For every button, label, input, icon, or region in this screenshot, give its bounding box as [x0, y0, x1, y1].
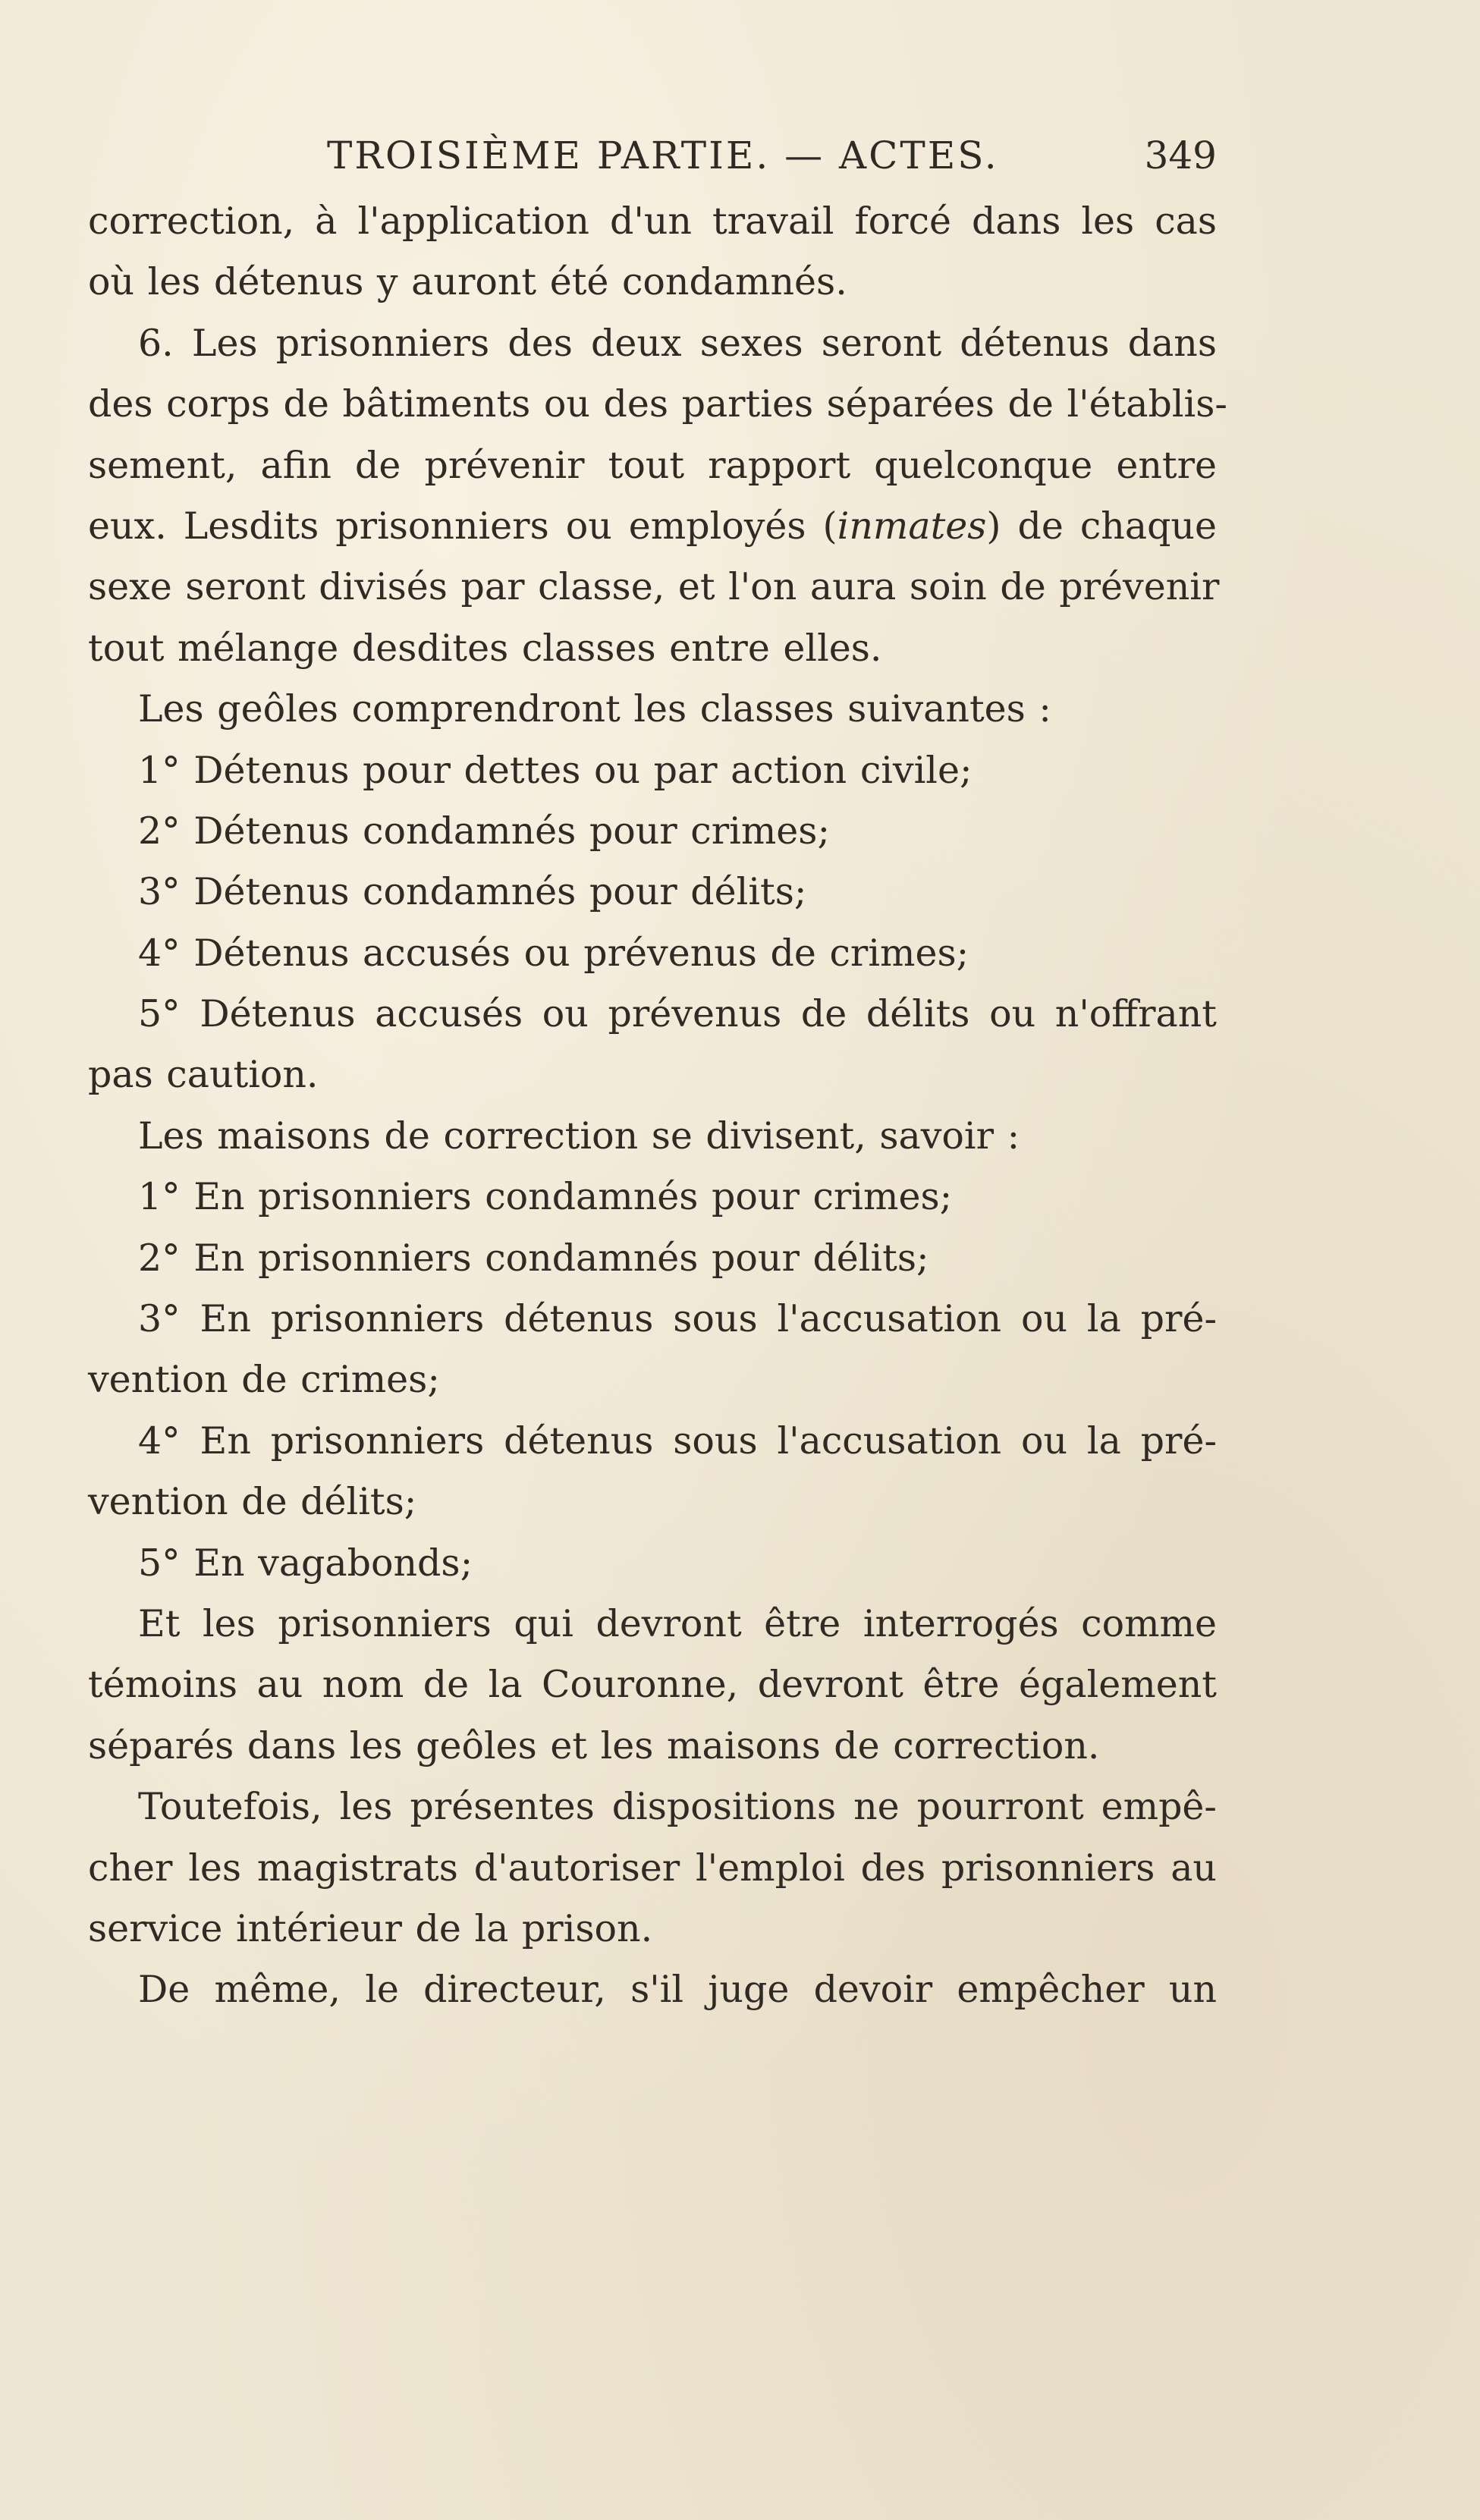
- text-line: [88, 1899, 1217, 1959]
- text-line: [88, 1533, 1217, 1594]
- text-segment: Et les prisonniers qui devront être interrogés comme: [138, 1601, 1217, 1645]
- text-line: [88, 313, 1217, 374]
- text-line: [88, 1411, 1217, 1472]
- text-segment: De même, le directeur, s'il juge devoir empêcher un: [138, 1968, 1217, 2012]
- text-line: [88, 1167, 1217, 1227]
- text-segment: vention de délits;: [88, 1480, 417, 1524]
- text-line: [88, 984, 1217, 1045]
- text-segment: séparés dans les geôles et les maisons de correction.: [88, 1723, 1100, 1767]
- text-segment: 6. Les prisonniers des deux sexes seront détenus dans: [138, 321, 1217, 365]
- text-line: [88, 923, 1217, 984]
- text-segment: eux. Lesdits prisonniers ou employés (: [88, 504, 837, 548]
- text-line: [88, 557, 1220, 617]
- text-segment: tout mélange desdites classes entre elles.: [88, 626, 882, 670]
- text-line: [88, 740, 1217, 801]
- text-segment: 5° Détenus accusés ou prévenus de délits ou n'offrant: [138, 992, 1217, 1036]
- text-line: [88, 1106, 1217, 1167]
- text-segment: ) de chaque: [986, 504, 1217, 548]
- running-title: TROISIÈME PARTIE. — ACTES.: [327, 134, 999, 178]
- text-segment: 4° En prisonniers détenus sous l'accusation ou la pré-: [138, 1419, 1217, 1463]
- text-line: [88, 435, 1217, 496]
- text-line: [88, 1472, 1217, 1532]
- text-segment: Les geôles comprendront les classes suivantes :: [138, 687, 1051, 731]
- text-segment: 3° En prisonniers détenus sous l'accusation ou la pré-: [138, 1297, 1217, 1341]
- text-line: [88, 1228, 1217, 1289]
- text-segment: 1° En prisonniers condamnés pour crimes;: [138, 1175, 953, 1219]
- text-segment: vention de crimes;: [88, 1358, 440, 1402]
- text-line: [88, 191, 1217, 252]
- text-line: [88, 1959, 1217, 2020]
- page-number: 349: [1144, 134, 1217, 178]
- text-segment: service intérieur de la prison.: [88, 1906, 653, 1950]
- text-line: [88, 1654, 1217, 1715]
- text-segment: des corps de bâtiments ou des parties séparées de l'établis-: [88, 382, 1227, 426]
- text-segment: témoins au nom de la Couronne, devront être également: [88, 1663, 1217, 1707]
- text-line: [88, 1350, 1217, 1410]
- text-line: [88, 496, 1217, 557]
- text-line: [88, 862, 1217, 922]
- text-line: [88, 1716, 1217, 1777]
- text-line: [88, 1289, 1217, 1350]
- text-line: [88, 1594, 1217, 1654]
- text-segment: correction, à l'application d'un travail forcé dans les cas: [88, 200, 1217, 243]
- text-segment: Les maisons de correction se divisent, savoir :: [138, 1114, 1020, 1158]
- text-line: [88, 801, 1217, 862]
- text-segment: 2° Détenus condamnés pour crimes;: [138, 809, 830, 853]
- text-segment: 1° Détenus pour dettes ou par action civile;: [138, 748, 973, 792]
- text-line: [88, 252, 1217, 313]
- text-line: [88, 1045, 1217, 1105]
- text-segment: 3° Détenus condamnés pour délits;: [138, 870, 807, 914]
- text-line: [88, 1838, 1217, 1899]
- text-segment: où les détenus y auront été condamnés.: [88, 260, 847, 304]
- italic-term: inmates: [837, 504, 987, 548]
- running-head: [88, 129, 1217, 190]
- text-segment: sexe seront divisés par classe, et l'on aura soin de prévenir: [88, 565, 1220, 609]
- body-text: [88, 191, 1227, 2021]
- text-segment: 5° En vagabonds;: [138, 1541, 473, 1585]
- text-line: [88, 374, 1227, 435]
- text-segment: 2° En prisonniers condamnés pour délits;: [138, 1236, 929, 1280]
- text-segment: sement, afin de prévenir tout rapport quelconque entre: [88, 443, 1217, 487]
- text-segment: cher les magistrats d'autoriser l'emploi des prisonniers au: [88, 1846, 1217, 1890]
- text-segment: pas caution.: [88, 1053, 319, 1097]
- text-line: [88, 618, 1217, 679]
- text-segment: 4° Détenus accusés ou prévenus de crimes;: [138, 931, 969, 975]
- text-line: [88, 679, 1217, 740]
- text-line: [88, 1777, 1217, 1837]
- text-segment: Toutefois, les présentes dispositions ne pourront empê-: [138, 1785, 1217, 1829]
